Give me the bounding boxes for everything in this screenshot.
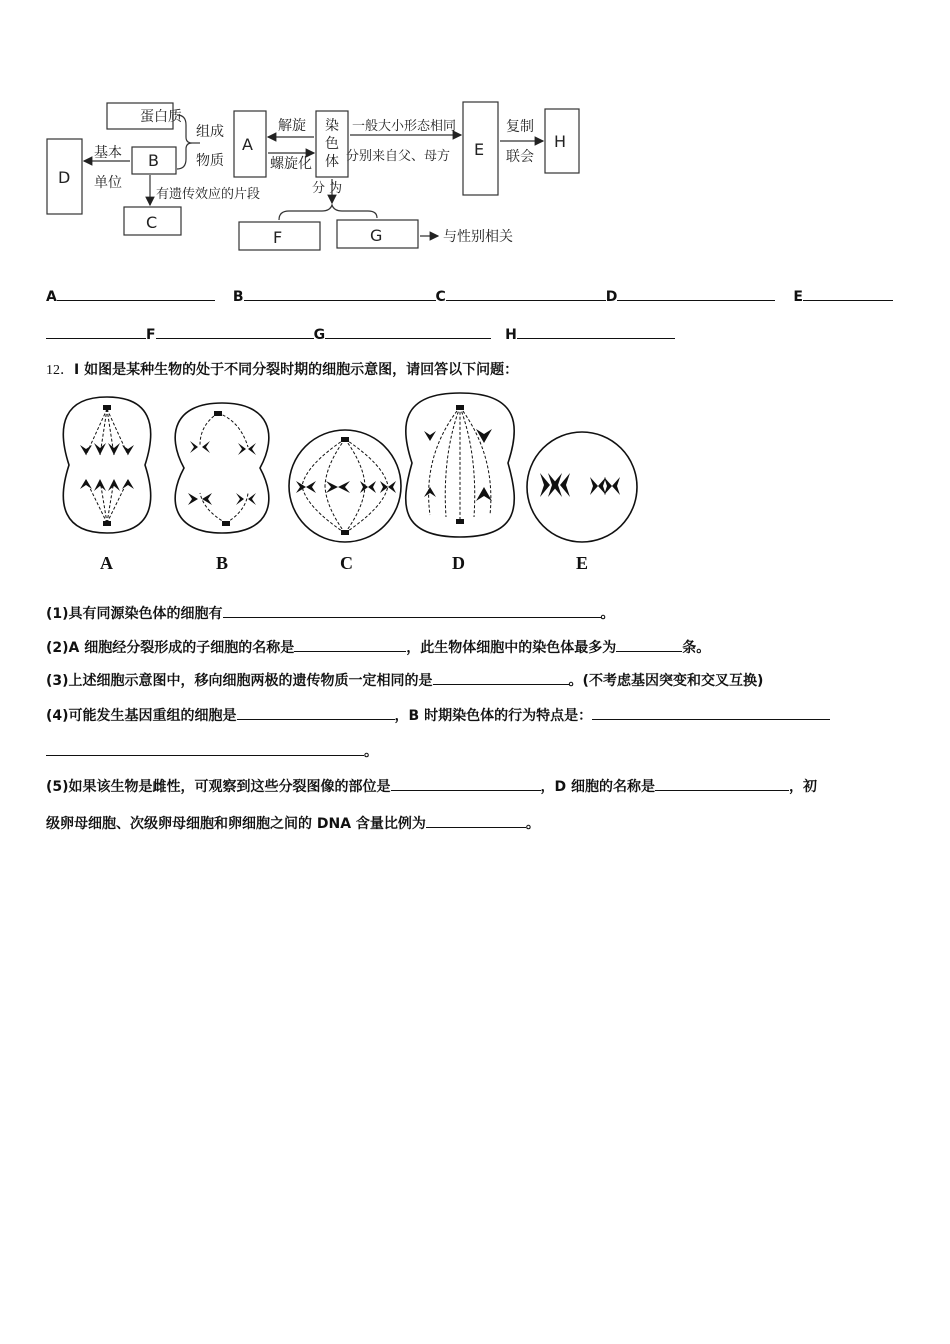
box-B-label: B: [148, 151, 159, 170]
concept-diagram: [40, 95, 600, 260]
answer-blank-E-cont[interactable]: [46, 326, 146, 339]
box-C-label: C: [146, 213, 158, 232]
q4-blank-2-cont[interactable]: [46, 743, 364, 756]
q4-prefix: (4)可能发生基因重组的细胞是: [46, 708, 237, 724]
question-12-5-cont: [46, 813, 540, 833]
q1-suffix: 。: [600, 606, 615, 622]
box-H-label: H: [554, 132, 567, 151]
cell-label-B: B: [216, 553, 229, 573]
q5-line2-prefix: 级卵母细胞、次级卵母细胞和卵细胞之间的 DNA 含量比例为: [46, 816, 426, 832]
label-same-shape: 一般大小形态相同: [352, 119, 457, 134]
answer-blank-D[interactable]: [617, 288, 775, 301]
answer-blank-A[interactable]: [57, 288, 215, 301]
q3-blank[interactable]: [433, 672, 569, 685]
question-12-2: [46, 637, 710, 657]
q4-suffix: 。: [364, 744, 378, 760]
answer-row-2: [46, 326, 675, 343]
label-unwind: 解旋: [278, 118, 306, 134]
question-12-4: [46, 705, 830, 725]
q4-blank-1[interactable]: [237, 707, 395, 720]
answer-blank-B[interactable]: [244, 288, 436, 301]
cell-division-figure: [50, 385, 650, 580]
q4-blank-2[interactable]: [592, 707, 830, 720]
cell-A-outline: [63, 397, 150, 533]
question-12-1: [46, 603, 615, 623]
label-spiralize: 螺旋化: [270, 156, 312, 172]
q3-suffix: 。(不考虑基因突变和交叉互换): [568, 673, 764, 689]
label-substance: 物质: [196, 153, 224, 169]
question-title-text: I 如图是某种生物的处于不同分裂时期的细胞示意图，请回答以下问题：: [74, 362, 519, 378]
answer-blank-E[interactable]: [803, 288, 893, 301]
label-compose: 组成: [196, 124, 224, 140]
chromosome-char-2: 色: [325, 136, 339, 152]
box-A-label: A: [242, 135, 253, 154]
answer-label-C: C: [435, 289, 446, 305]
q2-prefix: (2)A 细胞经分裂形成的子细胞的名称是: [46, 640, 295, 656]
answer-blank-G[interactable]: [325, 326, 491, 339]
answer-label-F: F: [146, 327, 156, 343]
chromosome-char-1: 染: [325, 118, 339, 134]
question-12-4-cont: [46, 741, 378, 761]
box-F-label: F: [273, 228, 283, 247]
q5-prefix: (5)如果该生物是雌性，可观察到这些分裂图像的部位是: [46, 779, 391, 795]
question-number: 12．: [46, 363, 74, 378]
cell-label-D: D: [452, 553, 465, 573]
q2-blank-2[interactable]: [616, 639, 682, 652]
cell-label-E: E: [576, 553, 589, 573]
label-divide: 分 为: [312, 181, 343, 196]
protein-label: 蛋白质: [140, 109, 182, 125]
label-synapsis: 联会: [506, 149, 534, 165]
q5-blank-3[interactable]: [426, 815, 526, 828]
answer-blank-F[interactable]: [156, 326, 314, 339]
question-12-5: [46, 776, 817, 796]
answer-blank-C[interactable]: [446, 288, 606, 301]
answer-label-G: G: [313, 327, 326, 343]
label-basic: 基本: [94, 145, 122, 161]
label-genetic-segment: 有遗传效应的片段: [156, 187, 261, 202]
q1-prefix: (1)具有同源染色体的细胞有: [46, 606, 223, 622]
q5-blank-2[interactable]: [655, 778, 789, 791]
q3-prefix: (3)上述细胞示意图中，移向细胞两极的遗传物质一定相同的是: [46, 673, 433, 689]
box-D-label: D: [58, 168, 71, 187]
q2-mid: ，此生物体细胞中的染色体最多为: [406, 640, 617, 656]
q5-suffix: ，初: [789, 779, 818, 795]
answer-label-A: A: [46, 289, 57, 305]
answer-label-B: B: [232, 289, 244, 305]
chromosome-char-3: 体: [325, 154, 339, 170]
box-G-label: G: [370, 226, 383, 245]
q5-line2-suffix: 。: [525, 816, 540, 832]
question-12-title: [46, 359, 518, 379]
answer-label-D: D: [605, 289, 618, 305]
q5-blank-1[interactable]: [391, 778, 541, 791]
answer-row-1: [46, 288, 893, 305]
q4-mid: ，B 时期染色体的行为特点是：: [394, 708, 593, 724]
label-replicate: 复制: [506, 119, 534, 135]
answer-label-H: H: [505, 327, 517, 343]
q1-blank[interactable]: [223, 605, 601, 618]
q2-blank-1[interactable]: [294, 639, 406, 652]
label-from-parents: 分别来自父、母方: [346, 149, 451, 164]
label-unit: 单位: [94, 175, 122, 191]
label-sex-related: 与性别相关: [443, 229, 513, 245]
cell-B-outline: [175, 403, 269, 533]
box-E-label: E: [474, 140, 485, 159]
q2-suffix: 条。: [682, 640, 711, 656]
q5-mid: ，D 细胞的名称是: [540, 779, 656, 795]
answer-blank-H[interactable]: [517, 326, 675, 339]
question-12-3: [46, 670, 763, 690]
answer-label-E: E: [793, 289, 803, 305]
cell-label-C: C: [340, 553, 353, 573]
cell-label-A: A: [100, 553, 113, 573]
